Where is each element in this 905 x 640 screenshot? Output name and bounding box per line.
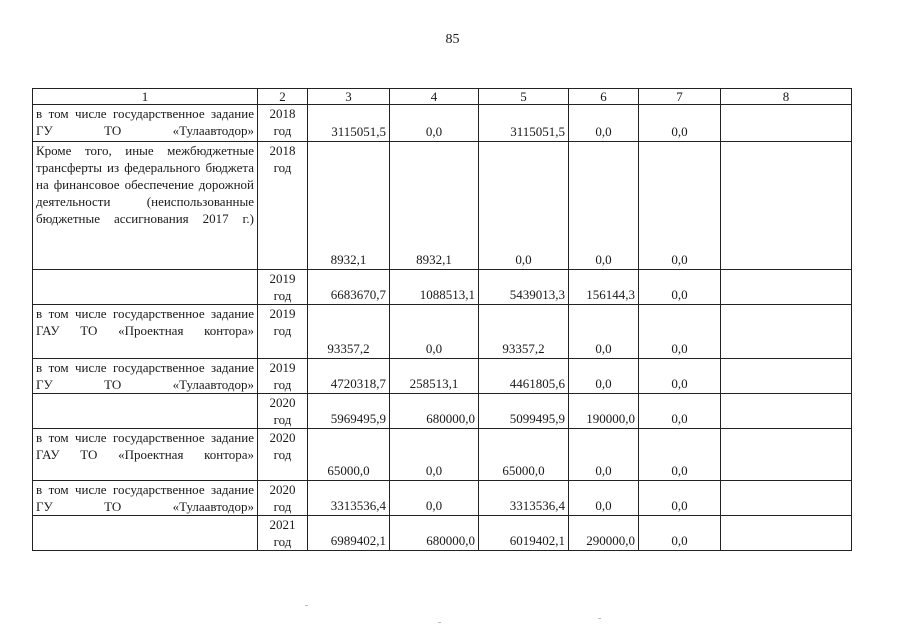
row-year [258, 481, 308, 516]
table-row [33, 516, 852, 551]
year-unit: год [273, 377, 292, 392]
cell-other: 0,0 [639, 481, 721, 516]
row-year [258, 516, 308, 551]
year-unit: год [273, 499, 292, 514]
year-value: 2020 [269, 395, 296, 410]
table-row [33, 429, 852, 481]
row-year [258, 105, 308, 142]
cell-total: 4720318,7 [308, 359, 390, 394]
cell-federal: 1088513,1 [390, 270, 479, 305]
row-description: Кроме того, иные межбюджетные трансферты из федерального бюджета на финансовое обеспечение дорожной деятельности (неиспользованные бюджетные ассигнования 2017 г.) [33, 142, 258, 270]
cell-regional: 0,0 [479, 142, 569, 270]
cell-total: 8932,1 [308, 142, 390, 270]
table-row [33, 270, 852, 305]
cell-total: 93357,2 [308, 305, 390, 359]
scan-artifact [598, 618, 601, 619]
cell-other: 0,0 [639, 105, 721, 142]
table-row [33, 481, 852, 516]
cell-notes [721, 516, 852, 551]
row-description: в том числе государственное задание ГУ ТО «Тулаавтодор» [33, 105, 258, 142]
cell-federal: 680000,0 [390, 394, 479, 429]
cell-other: 0,0 [639, 305, 721, 359]
cell-local: 0,0 [569, 359, 639, 394]
cell-regional: 5439013,3 [479, 270, 569, 305]
cell-other: 0,0 [639, 359, 721, 394]
table-row [33, 142, 852, 270]
year-value: 2018 [269, 106, 296, 121]
column-header-4: 4 [390, 89, 479, 105]
budget-table [32, 88, 852, 551]
row-description [33, 270, 258, 305]
cell-total: 65000,0 [308, 429, 390, 481]
year-value: 2020 [269, 430, 296, 445]
year-value: 2018 [269, 143, 296, 158]
year-unit: год [273, 323, 292, 338]
table-row [33, 105, 852, 142]
cell-regional: 3115051,5 [479, 105, 569, 142]
cell-regional: 5099495,9 [479, 394, 569, 429]
cell-federal: 258513,1 [390, 359, 479, 394]
year-unit: год [273, 288, 292, 303]
cell-other: 0,0 [639, 516, 721, 551]
year-unit: год [273, 160, 292, 175]
cell-other: 0,0 [639, 142, 721, 270]
cell-regional: 65000,0 [479, 429, 569, 481]
row-description: в том числе государственное задание ГАУ ТО «Проектная контора» [33, 305, 258, 359]
cell-federal: 680000,0 [390, 516, 479, 551]
column-header-2: 2 [258, 89, 308, 105]
cell-total: 5969495,9 [308, 394, 390, 429]
year-unit: год [273, 123, 292, 138]
row-description: в том числе государственное задание ГУ ТО «Тулаавтодор» [33, 359, 258, 394]
year-value: 2019 [269, 271, 296, 286]
column-header-3: 3 [308, 89, 390, 105]
row-year [258, 394, 308, 429]
scan-artifact [438, 622, 441, 623]
year-value: 2020 [269, 482, 296, 497]
row-description: в том числе государственное задание ГУ ТО «Тулаавтодор» [33, 481, 258, 516]
cell-local: 0,0 [569, 142, 639, 270]
cell-notes [721, 429, 852, 481]
row-year [258, 305, 308, 359]
cell-regional: 93357,2 [479, 305, 569, 359]
cell-federal: 8932,1 [390, 142, 479, 270]
scan-artifact [305, 605, 308, 606]
cell-notes [721, 270, 852, 305]
row-description: в том числе государственное задание ГАУ ТО «Проектная контора» [33, 429, 258, 481]
cell-federal: 0,0 [390, 481, 479, 516]
cell-other: 0,0 [639, 394, 721, 429]
cell-total: 6683670,7 [308, 270, 390, 305]
cell-regional: 3313536,4 [479, 481, 569, 516]
page-number: 85 [445, 32, 460, 47]
cell-total: 6989402,1 [308, 516, 390, 551]
year-value: 2019 [269, 306, 296, 321]
cell-local: 0,0 [569, 105, 639, 142]
cell-regional: 4461805,6 [479, 359, 569, 394]
year-unit: год [273, 447, 292, 462]
cell-total: 3115051,5 [308, 105, 390, 142]
column-header-8: 8 [721, 89, 852, 105]
cell-local: 0,0 [569, 305, 639, 359]
year-unit: год [273, 534, 292, 549]
header-row [33, 89, 852, 105]
column-header-7: 7 [639, 89, 721, 105]
row-description [33, 394, 258, 429]
table-row [33, 394, 852, 429]
year-unit: год [273, 412, 292, 427]
cell-notes [721, 142, 852, 270]
cell-local: 156144,3 [569, 270, 639, 305]
column-header-5: 5 [479, 89, 569, 105]
column-header-1: 1 [33, 89, 258, 105]
cell-notes [721, 394, 852, 429]
row-year [258, 359, 308, 394]
cell-other: 0,0 [639, 270, 721, 305]
cell-local: 0,0 [569, 481, 639, 516]
cell-regional: 6019402,1 [479, 516, 569, 551]
cell-local: 0,0 [569, 429, 639, 481]
year-value: 2019 [269, 360, 296, 375]
row-year [258, 142, 308, 270]
cell-federal: 0,0 [390, 429, 479, 481]
cell-notes [721, 359, 852, 394]
cell-local: 290000,0 [569, 516, 639, 551]
row-year [258, 429, 308, 481]
column-header-6: 6 [569, 89, 639, 105]
cell-notes [721, 305, 852, 359]
year-value: 2021 [269, 517, 296, 532]
row-year [258, 270, 308, 305]
row-description [33, 516, 258, 551]
cell-federal: 0,0 [390, 305, 479, 359]
cell-total: 3313536,4 [308, 481, 390, 516]
cell-notes [721, 481, 852, 516]
cell-local: 190000,0 [569, 394, 639, 429]
cell-federal: 0,0 [390, 105, 479, 142]
table-row [33, 305, 852, 359]
cell-other: 0,0 [639, 429, 721, 481]
cell-notes [721, 105, 852, 142]
table-row [33, 359, 852, 394]
